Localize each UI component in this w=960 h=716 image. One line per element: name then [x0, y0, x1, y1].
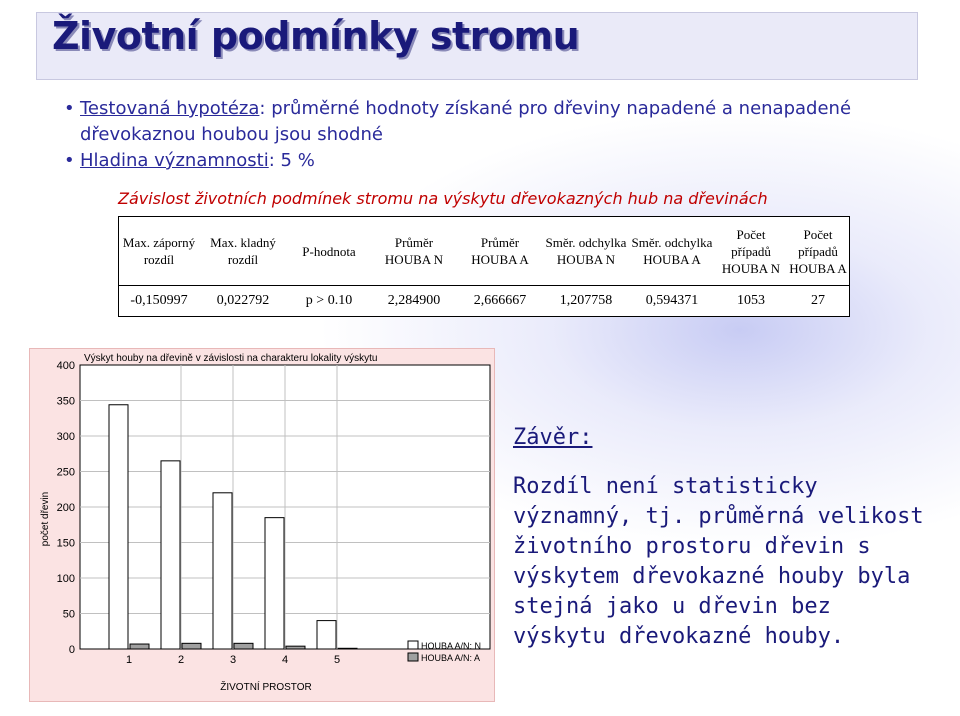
y-tick-label: 150	[56, 537, 75, 550]
y-tick-label: 300	[56, 431, 75, 443]
y-tick-label: 50	[62, 608, 75, 621]
bar-houba-a	[338, 648, 357, 649]
legend-label: HOUBA A/N: A	[421, 653, 481, 663]
bar-houba-a	[234, 643, 253, 649]
hypothesis-term: Testovaná hypotéza	[80, 98, 260, 119]
hypothesis-text: : průměrné hodnoty získané pro dřeviny napadené a nenapadené dřevokaznou houbou jsou shodné	[80, 98, 852, 145]
x-axis-label: ŽIVOTNÍ PROSTOR	[220, 682, 312, 693]
col-header: Počet případů HOUBA A	[789, 226, 847, 276]
conclusion-block	[513, 425, 933, 652]
y-axis-label: počet dřevin	[40, 491, 51, 547]
table-cell: 2,284900	[371, 286, 457, 317]
bar-houba-a	[130, 644, 149, 649]
bullet-hypothesis	[64, 96, 924, 148]
x-tick-label: 4	[281, 654, 289, 666]
legend-swatch	[408, 653, 418, 661]
conclusion-text: Rozdíl není statisticky významný, tj. průměrná velikost životního prostoru dřevin s výskytem dřevokazné houby byla stejná jako u dřevin bez výskytu dřevokazné houby.	[513, 474, 924, 649]
bar-houba-n	[265, 518, 284, 649]
x-tick-label: 1	[125, 654, 133, 666]
bar-houba-a	[182, 643, 201, 649]
table-cell: p > 0.10	[287, 286, 371, 317]
table-header-row	[119, 217, 850, 286]
bar-houba-n	[317, 621, 336, 649]
table-row	[119, 286, 850, 317]
col-header: Průměr HOUBA A	[471, 235, 529, 267]
table-cell: 0,022792	[199, 286, 287, 317]
bullet-list	[64, 96, 924, 174]
chart-title: Výskyt houby na dřevině v závislosti na charakteru lokality výskytu	[84, 353, 378, 364]
table-cell: 2,666667	[457, 286, 543, 317]
y-tick-label: 350	[56, 395, 75, 408]
bullet-significance	[64, 148, 924, 174]
x-tick-label: 5	[333, 654, 341, 666]
stats-table	[118, 216, 850, 317]
table-caption: Závislost životních podmínek stromu na výskytu dřevokazných hub na dřevinách	[118, 189, 768, 208]
col-header: P-hodnota	[302, 243, 356, 259]
x-tick-label: 3	[229, 654, 237, 666]
y-tick-label: 0	[68, 644, 75, 656]
y-tick-label: 100	[56, 573, 75, 585]
col-header: Max. záporný rozdíl	[122, 235, 196, 267]
bar-houba-a	[286, 646, 305, 649]
bar-houba-n	[109, 405, 128, 649]
chart-panel	[29, 348, 495, 702]
col-header: Počet případů HOUBA N	[721, 226, 781, 276]
legend-label: HOUBA A/N: N	[421, 641, 482, 651]
conclusion-heading: Závěr:	[513, 425, 593, 450]
col-header: Max. kladný rozdíl	[210, 235, 276, 267]
y-tick-label: 250	[56, 466, 75, 479]
col-header: Průměr HOUBA N	[384, 235, 444, 267]
slide-title: Životní podmínky stromu	[52, 14, 580, 58]
x-tick-label: 2	[177, 654, 185, 666]
table-cell: 1,207758	[543, 286, 629, 317]
y-tick-label: 400	[56, 360, 75, 372]
legend-swatch	[408, 641, 418, 649]
table-cell: 1053	[715, 286, 787, 317]
bar-chart	[30, 349, 494, 701]
table-cell: 27	[787, 286, 850, 317]
y-tick-label: 200	[56, 502, 75, 514]
bar-houba-n	[213, 493, 232, 649]
bar-houba-n	[161, 461, 180, 649]
col-header: Směr. odchylka HOUBA A	[631, 235, 713, 267]
significance-term: Hladina významnosti	[80, 150, 269, 171]
significance-text: : 5 %	[268, 150, 315, 171]
table-cell: -0,150997	[119, 286, 200, 317]
col-header: Směr. odchylka HOUBA N	[545, 235, 627, 267]
table-cell: 0,594371	[629, 286, 715, 317]
